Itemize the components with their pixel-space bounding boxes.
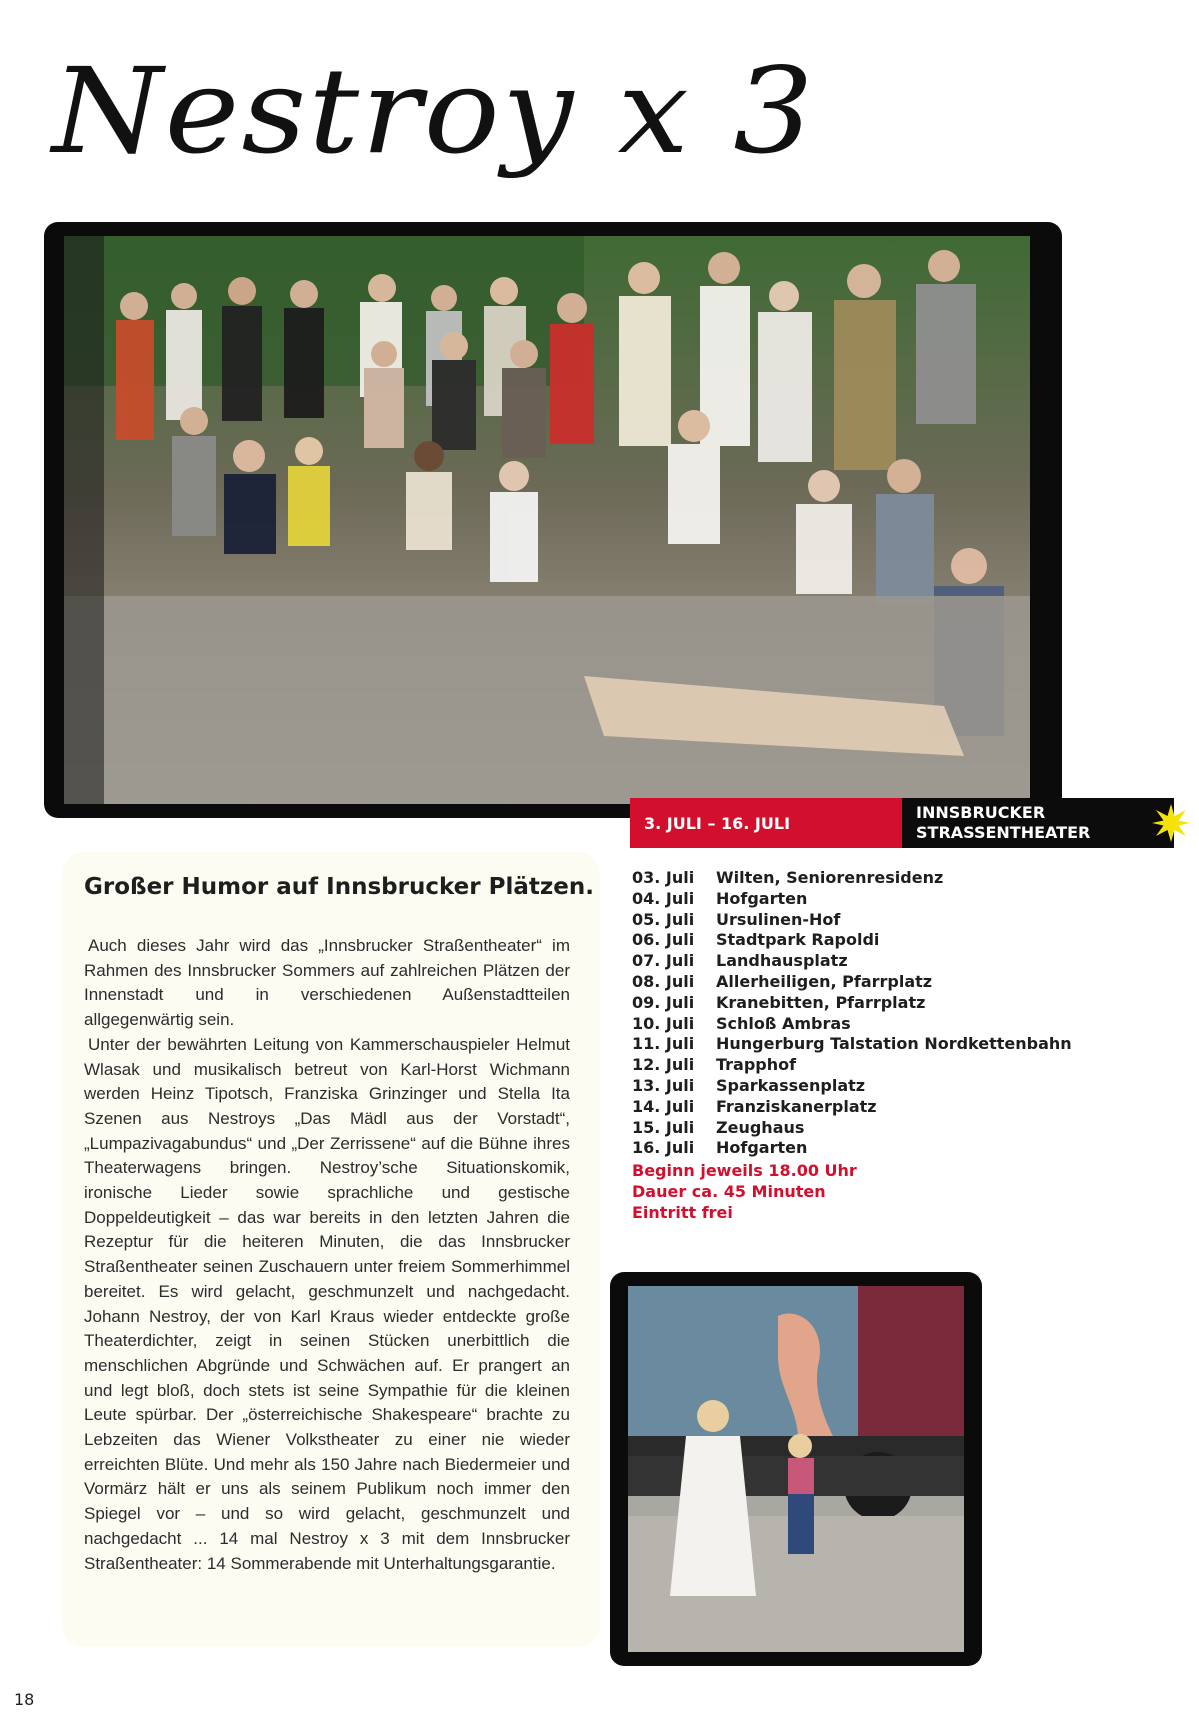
duration: Dauer ca. 45 Minuten [632,1181,826,1201]
schedule-row: 15. Juli Zeughaus [632,1117,805,1137]
children-photo [610,1272,982,1666]
page-number: 18 [14,1690,35,1709]
series-name-line-2: STRASSENTHEATER [916,823,1091,842]
star-icon [1150,802,1192,844]
date-range: 3. JULI – 16. JULI [644,813,791,833]
children-photo-image [628,1286,964,1652]
schedule-row: 09. Juli Kranebitten, Pfarrplatz [632,992,926,1012]
series-name-bar [902,798,1174,848]
schedule-row: 07. Juli Landhausplatz [632,951,848,971]
audience-photo-image [64,236,1030,804]
schedule-row: 14. Juli Franziskanerplatz [632,1096,877,1116]
admission: Eintritt frei [632,1202,733,1222]
schedule-list [632,868,1072,1159]
schedule-row: 12. Juli Trapphof [632,1055,797,1075]
audience-photo [44,222,1062,818]
schedule-row: 08. Juli Allerheiligen, Pfarrplatz [632,971,933,991]
schedule-row: 13. Juli Sparkassenplatz [632,1075,866,1095]
article-paragraph-1: Auch dieses Jahr wird das „Innsbrucker Straßentheater“ im Rahmen des Innsbrucker Sommers auf zahlreichen Plätzen der Innenstadt und in verschiedenen Außenstadtteilen allgegenwärtig sein. [84,936,570,1030]
page-title: Nestroy x 3 [52,42,816,180]
article-headline: Großer Humor auf Innsbrucker Plätzen. [84,874,594,900]
schedule-row: 16. Juli Hofgarten [632,1138,808,1158]
schedule-row: 03. Juli Wilten, Seniorenresidenz [632,868,944,887]
schedule-row: 06. Juli Stadtpark Rapoldi [632,930,880,950]
start-time: Beginn jeweils 18.00 Uhr [632,1161,857,1180]
schedule-row: 11. Juli Hungerburg Talstation Nordkettenbahn [632,1034,1072,1054]
series-name-line-1: INNSBRUCKER [916,803,1046,822]
date-range-bar [630,798,902,848]
schedule-row: 10. Juli Schloß Ambras [632,1013,851,1033]
article-body [84,934,570,1576]
schedule-row: 05. Juli Ursulinen-Hof [632,909,841,929]
event-info [632,1161,857,1223]
schedule-row: 04. Juli Hofgarten [632,888,808,908]
article-paragraph-2: Unter der bewährten Leitung von Kammerschauspieler Helmut Wlasak und musikalisch betreut von Karl-Horst Wichmann werden Heinz Tipotsch, Franziska Grinzinger und Stella Ita Szenen aus Nestroys „Das Mädl aus der Vorstadt“, „Lumpazivagabundus“ und „Der Zerrissene“ auf die Bühne ihres Theaterwagens bringen. Nestroy’sche Situationskomik, ironische Lieder sowie sprachliche und gestische Doppeldeutigkeit – das war bereits in den letzten Jahren die Rezeptur für die heiteren Minuten, die das Innsbrucker Straßentheater seinen Zuschauern unter freiem Sommerhimmel bereitet. Es wird gelacht, geschmunzelt und nachgedacht. Johann Nestroy, der von Karl Kraus wieder entdeckte große Theaterdichter, zeigt in seinen Stücken unerbittlich die menschlichen Abgründe und Schwächen auf. Er prangert an und legt bloß, doch stets ist seine Sympathie für die kleinen Leute spürbar. Der „österreichische Shakespeare“ brachte zu Lebzeiten das Wiener Volkstheater zu einer nie wieder erreichten Blüte. Und mehr als 150 Jahre nach Biedermeier und Vormärz hält er uns als seinem Publikum noch immer den Spiegel vor – und so wird gelacht, geschmunzelt und nachgedacht ... 14 mal Nestroy x 3 mit dem Innsbrucker Straßentheater: 14 Sommerabende mit Unterhaltungsgarantie. [84,1034,570,1573]
